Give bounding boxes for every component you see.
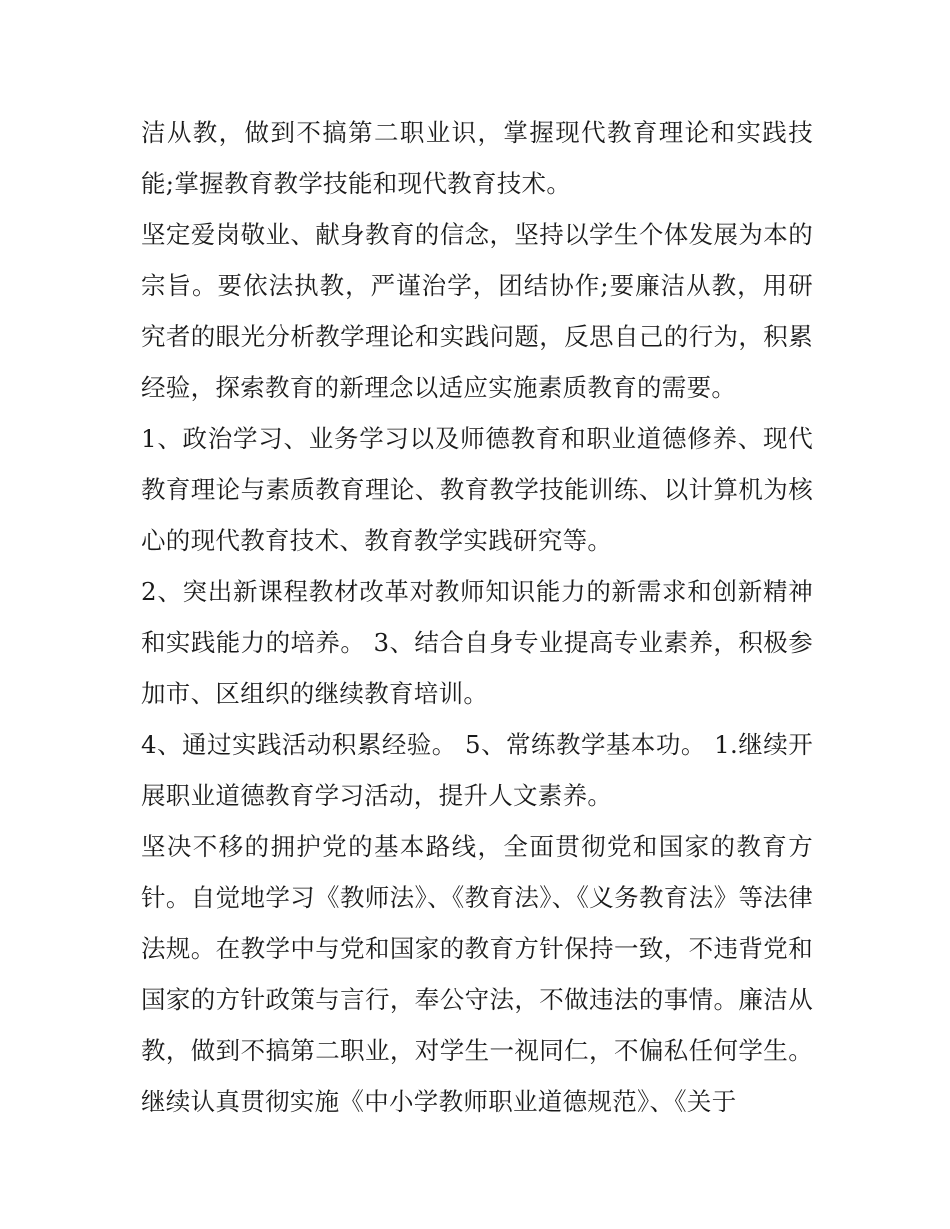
paragraph-4: 2、突出新课程教材改革对教师知识能力的新需求和创新精神和实践能力的培养。 3、结合自身专业提高专业素养，积极参加市、区组织的继续教育培训。 bbox=[141, 577, 813, 708]
document-body bbox=[141, 107, 813, 1127]
paragraph-5: 4、通过实践活动积累经验。 5、常练教学基本功。 1.继续开展职业道德教育学习活动，提升人文素养。 bbox=[141, 730, 813, 810]
paragraph-1: 洁从教，做到不搞第二职业识，掌握现代教育理论和实践技能;掌握教育教学技能和现代教育技术。 bbox=[141, 118, 813, 198]
paragraph-6: 坚决不移的拥护党的基本路线，全面贯彻党和国家的教育方针。自觉地学习《教师法》、《教育法》、《义务教育法》等法律法规。在教学中与党和国家的教育方针保持一致，不违背党和国家的方针政策与言行，奉公守法，不做违法的事情。廉洁从教，做到不搞第二职业，对学生一视同仁，不偏私任何学生。继续认真贯彻实施《中小学教师职业道德规范》、《关于 bbox=[141, 832, 813, 1116]
paragraph-3: 1、政治学习、业务学习以及师德教育和职业道德修养、现代教育理论与素质教育理论、教育教学技能训练、以计算机为核心的现代教育技术、教育教学实践研究等。 bbox=[141, 424, 813, 555]
paragraph-2: 坚定爱岗敬业、献身教育的信念，坚持以学生个体发展为本的宗旨。要依法执教，严谨治学，团结协作;要廉洁从教，用研究者的眼光分析教学理论和实践问题，反思自己的行为，积累经验，探索教育的新理念以适应实施素质教育的需要。 bbox=[141, 220, 813, 402]
